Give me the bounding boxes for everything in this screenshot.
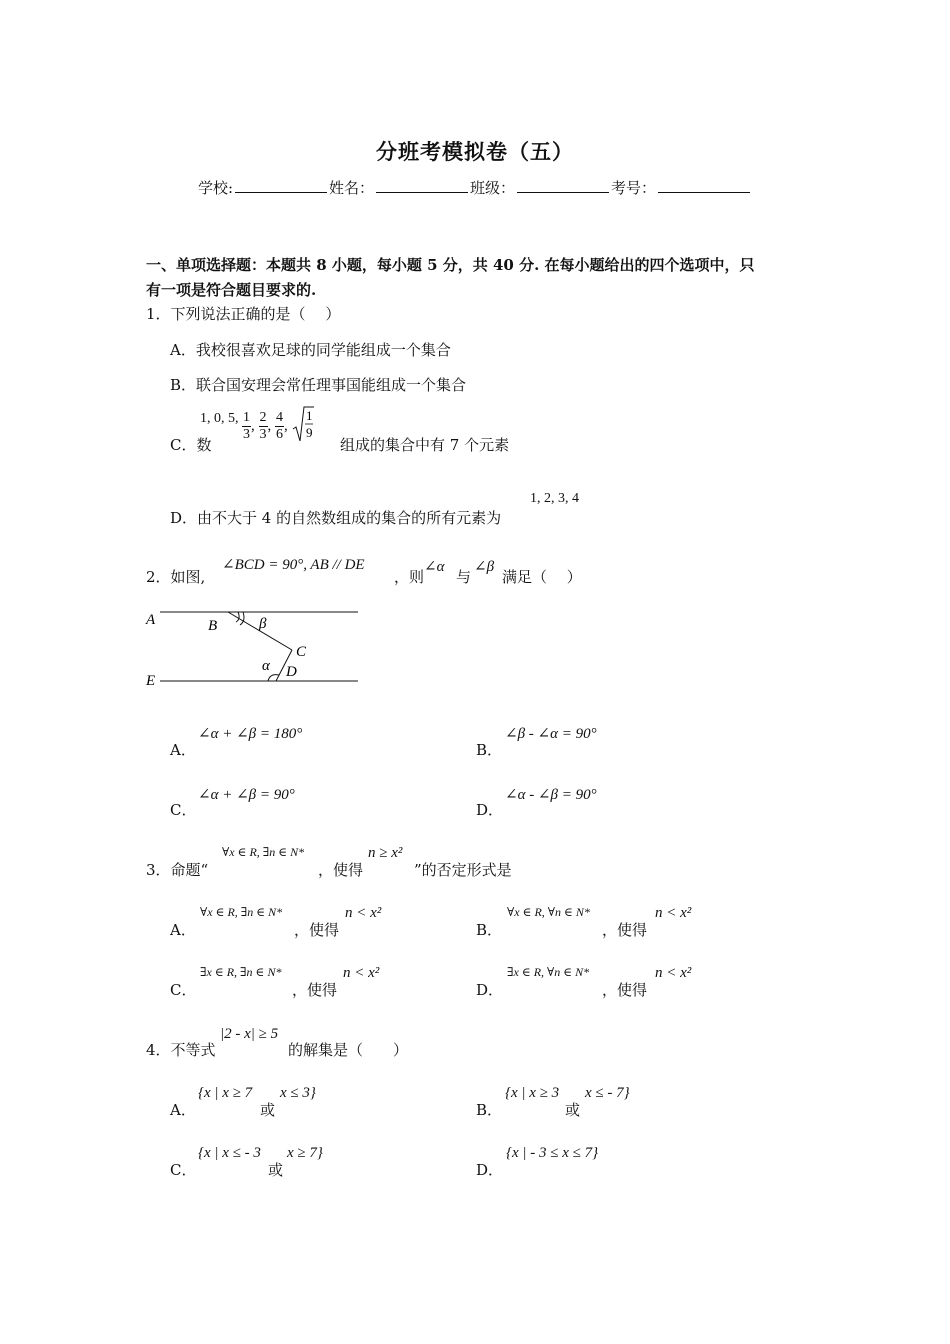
q4-stem-prefix: 4．不等式 bbox=[146, 1041, 216, 1059]
sqrt-1-9 bbox=[292, 405, 314, 447]
fig-label-beta: β bbox=[259, 616, 267, 632]
q3-option-a-expr[interactable]: n < x² bbox=[345, 905, 382, 921]
q3-stem-suffix: ”的否定形式是 bbox=[414, 861, 512, 879]
q3-option-c-mid[interactable]: ，使得 bbox=[292, 981, 338, 999]
q4-option-b-label[interactable]: B． bbox=[476, 1101, 503, 1119]
q1-option-c-math: 1, 0, 5, $\frac{1}{3}$ , $\frac{2}{3}$ , $\frac{4}{6}$ , 1 9 bbox=[200, 405, 314, 449]
q4-option-c-label[interactable]: C． bbox=[170, 1161, 197, 1179]
q2-stem-mid2: 与 bbox=[456, 568, 472, 586]
q3-stem-condition: ∀x ∈ R, ∃n ∈ N* bbox=[222, 845, 305, 859]
fig-label-d: D bbox=[286, 664, 297, 680]
q2-option-a-label[interactable]: A． bbox=[170, 741, 196, 759]
q3-stem-prefix: 3．命题“ bbox=[146, 861, 209, 879]
fig-label-alpha: α bbox=[262, 658, 270, 674]
section-header-line2: 有一项是符合题目要求的. bbox=[146, 281, 317, 299]
fraction-1-3: $\frac{1}{3}$ bbox=[243, 409, 250, 442]
q2-option-c-expr[interactable]: ∠α + ∠β = 90° bbox=[198, 787, 295, 803]
q2-option-a-expr[interactable]: ∠α + ∠β = 180° bbox=[198, 726, 303, 742]
q1-option-d-set: 1, 2, 3, 4 bbox=[530, 491, 579, 506]
q4-option-a-label[interactable]: A． bbox=[170, 1101, 196, 1119]
fig-label-c: C bbox=[296, 644, 307, 660]
q2-alpha: ∠α bbox=[424, 559, 445, 575]
q4-stem-suffix: 的解集是（ ） bbox=[288, 1041, 409, 1059]
q3-option-b-cond[interactable]: ∀x ∈ R, ∀n ∈ N* bbox=[507, 905, 590, 919]
q2-option-b-expr[interactable]: ∠β - ∠α = 90° bbox=[505, 726, 597, 742]
class-blank[interactable] bbox=[517, 178, 609, 193]
q4-option-c-or: 或 bbox=[268, 1161, 284, 1179]
q3-option-b-expr[interactable]: n < x² bbox=[655, 905, 692, 921]
q2-stem-suffix: 满足（ ） bbox=[502, 568, 582, 586]
q2-beta: ∠β bbox=[474, 559, 495, 575]
q1-option-c-suffix[interactable]: 组成的集合中有 7 个元素 bbox=[340, 436, 510, 454]
q4-option-c-expr2[interactable]: x ≥ 7} bbox=[287, 1145, 323, 1161]
q3-option-b-label[interactable]: B． bbox=[476, 921, 503, 939]
q2-option-d-expr[interactable]: ∠α - ∠β = 90° bbox=[505, 787, 597, 803]
school-blank[interactable] bbox=[235, 178, 327, 193]
q4-option-b-expr2[interactable]: x ≤ - 7} bbox=[585, 1085, 630, 1101]
q2-stem-mid1: ，则 bbox=[394, 568, 425, 586]
name-label: 姓名： bbox=[329, 179, 375, 197]
q3-stem-mid: ，使得 bbox=[318, 861, 364, 879]
q3-option-d-label[interactable]: D． bbox=[476, 981, 504, 999]
q3-option-c-label[interactable]: C． bbox=[170, 981, 197, 999]
q1-option-a[interactable]: A．我校很喜欢足球的同学能组成一个集合 bbox=[170, 341, 451, 359]
q2-option-b-label[interactable]: B． bbox=[476, 741, 503, 759]
q3-option-b-mid[interactable]: ，使得 bbox=[602, 921, 648, 939]
q3-option-d-cond[interactable]: ∃x ∈ R, ∀n ∈ N* bbox=[507, 965, 590, 979]
q1-stem: 1．下列说法正确的是（ ） bbox=[146, 305, 341, 323]
q4-option-d-expr[interactable]: {x | - 3 ≤ x ≤ 7} bbox=[506, 1145, 599, 1161]
fig-label-a: A bbox=[146, 612, 156, 628]
school-label: 学校: bbox=[197, 179, 233, 197]
q4-stem-expr: |2 - x| ≥ 5 bbox=[220, 1026, 279, 1042]
svg-text:9: 9 bbox=[305, 425, 312, 440]
q3-stem-expr: n ≥ x² bbox=[368, 845, 403, 861]
q3-option-c-cond[interactable]: ∃x ∈ R, ∃n ∈ N* bbox=[200, 965, 282, 979]
q4-option-c-expr1[interactable]: {x | x ≤ - 3 bbox=[198, 1145, 261, 1161]
q1-option-d[interactable]: D．由不大于 4 的自然数组成的集合的所有元素为 bbox=[170, 509, 502, 527]
svg-text:1: 1 bbox=[305, 408, 312, 423]
fraction-2-3: $\frac{2}{3}$ bbox=[259, 409, 267, 442]
q3-option-a-mid[interactable]: ，使得 bbox=[294, 921, 340, 939]
q1-option-c-prefix[interactable]: C．数 bbox=[170, 436, 212, 454]
q2-option-d-label[interactable]: D． bbox=[476, 801, 504, 819]
fraction-4-6: $\frac{4}{6}$ bbox=[276, 409, 283, 442]
sqrt-symbol-icon bbox=[292, 405, 314, 443]
fig-label-e: E bbox=[146, 673, 156, 689]
q3-option-d-mid[interactable]: ，使得 bbox=[602, 981, 648, 999]
q3-option-a-cond[interactable]: ∀x ∈ R, ∃n ∈ N* bbox=[200, 905, 283, 919]
q1-option-b[interactable]: B．联合国安理会常任理事国能组成一个集合 bbox=[170, 376, 467, 394]
q2-stem-prefix: 2．如图, bbox=[146, 568, 206, 586]
q1-c-list: 1, 0, 5, bbox=[200, 411, 242, 426]
student-info-line bbox=[0, 177, 950, 198]
q4-option-a-expr2[interactable]: x ≤ 3} bbox=[280, 1085, 316, 1101]
q4-option-a-expr1[interactable]: {x | x ≥ 7 bbox=[198, 1085, 253, 1101]
q4-option-b-expr1[interactable]: {x | x ≥ 3 bbox=[505, 1085, 560, 1101]
q3-option-d-expr[interactable]: n < x² bbox=[655, 965, 692, 981]
q4-option-d-label[interactable]: D． bbox=[476, 1161, 504, 1179]
exam-no-blank[interactable] bbox=[658, 178, 750, 193]
q4-option-b-or: 或 bbox=[565, 1101, 581, 1119]
q2-condition: ∠BCD = 90°, AB // DE bbox=[222, 557, 365, 573]
q3-option-a-label[interactable]: A． bbox=[170, 921, 196, 939]
q4-option-a-or: 或 bbox=[260, 1101, 276, 1119]
exam-no-label: 考号： bbox=[611, 179, 657, 197]
name-blank[interactable] bbox=[376, 178, 468, 193]
fig-label-b: B bbox=[208, 618, 218, 634]
q3-option-c-expr[interactable]: n < x² bbox=[343, 965, 380, 981]
section-header-line1: 一、单项选择题：本题共 8 小题，每小题 5 分，共 40 分. 在每小题给出的四个选项中，只 bbox=[146, 256, 755, 274]
angle-mark-b2 bbox=[240, 612, 244, 625]
page-title: 分班考模拟卷（五） bbox=[376, 139, 574, 164]
class-label: 班级： bbox=[470, 179, 516, 197]
q2-geometry-figure bbox=[140, 600, 365, 692]
q2-option-c-label[interactable]: C． bbox=[170, 801, 197, 819]
